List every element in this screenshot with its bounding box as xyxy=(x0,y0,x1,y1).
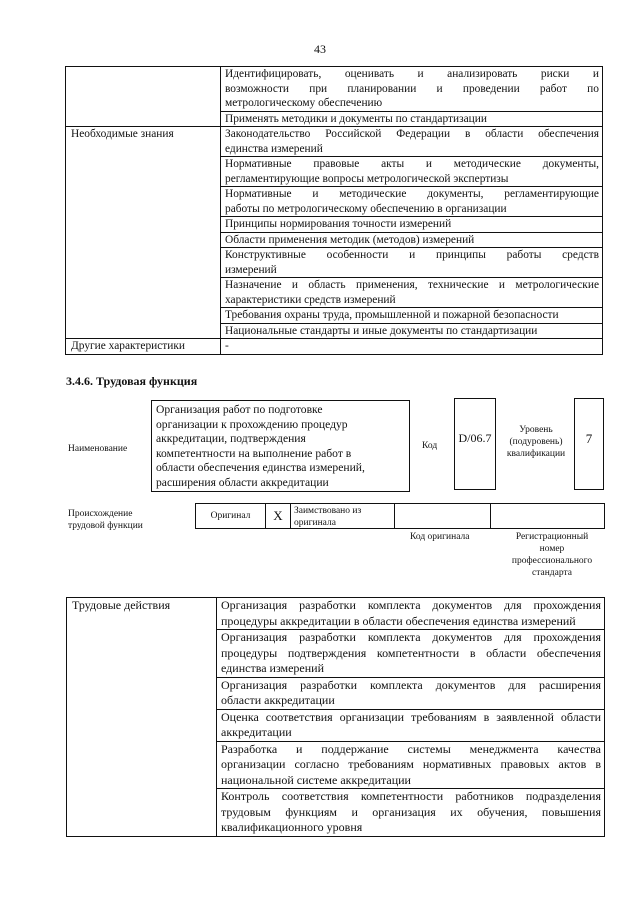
action-line: квалификационного уровня xyxy=(221,820,363,834)
origin-code-caption: Код оригинала xyxy=(410,532,470,542)
level-label-line: (подуровень) xyxy=(509,437,563,447)
skill-word: планировании xyxy=(347,82,417,95)
name-line: компетентности на выполнение работ в xyxy=(156,446,352,460)
knowledge-line: Требования охраны труда, промышленной и пожарной безопасности xyxy=(225,309,559,321)
knowledge-line: Назначение и область применения, технические и метрологические xyxy=(225,279,599,291)
other-value: - xyxy=(221,339,603,355)
name-line: организации к прохождению процедур xyxy=(156,417,348,431)
knowledge-line: Области применения методик (методов) измерений xyxy=(225,233,475,246)
skill-line xyxy=(225,82,599,97)
action-line: области аккредитации xyxy=(221,693,335,707)
level-label-line: квалификации xyxy=(506,449,566,459)
skill-word: при xyxy=(309,82,328,95)
origin-label-line: Происхождение xyxy=(68,509,133,519)
reg-caption-line: стандарта xyxy=(532,568,572,578)
origin-label-line: трудовой функции xyxy=(68,521,143,531)
origin-original-cell xyxy=(196,504,266,528)
action-item xyxy=(217,630,605,678)
table-row xyxy=(66,127,603,157)
action-line: Разработка и поддержание системы менеджмента качества xyxy=(221,741,601,756)
action-line: Организация разработки комплекта документов для расширения xyxy=(221,677,601,692)
knowledge-item xyxy=(221,248,603,278)
skill-cell xyxy=(221,111,603,127)
origin-label xyxy=(68,508,143,532)
origin-code-cell xyxy=(395,504,491,528)
skill-word: метрологическому обеспечению xyxy=(225,97,383,109)
knowledge-line: единства измерений xyxy=(225,142,323,155)
skill-word: и xyxy=(592,68,599,80)
code-box xyxy=(454,398,496,490)
borrowed-line: оригинала xyxy=(294,518,336,528)
knowledge-item xyxy=(221,278,603,308)
knowledge-item xyxy=(221,308,603,324)
name-line: расширения области аккредитации xyxy=(156,475,329,489)
knowledge-item xyxy=(221,127,603,157)
reg-caption-line: номер xyxy=(539,544,565,554)
knowledge-line: Законодательство Российской Федерации в области обеспечения xyxy=(225,128,599,140)
level-label-line: Уровень xyxy=(519,425,553,435)
knowledge-line: Принципы нормирования точности измерений xyxy=(225,218,452,230)
actions-table xyxy=(66,597,605,837)
knowledge-label: Необходимые знания xyxy=(66,127,221,339)
origin-original-label: Оригинал xyxy=(210,511,251,521)
knowledge-line: Нормативные правовые акты и методические документы, xyxy=(225,158,599,170)
action-line: единства измерений xyxy=(221,661,325,675)
action-item xyxy=(217,789,605,837)
knowledge-item xyxy=(221,157,603,187)
origin-mark: X xyxy=(273,508,283,523)
reg-caption-line: профессионального xyxy=(511,556,593,566)
borrowed-line: Заимствовано из xyxy=(294,506,362,516)
knowledge-line: работы по метрологическому обеспечению в организации xyxy=(225,202,507,215)
knowledge-line: измерений xyxy=(225,263,277,276)
reg-caption-line: Регистрационный xyxy=(515,532,589,542)
skill-word: и xyxy=(436,82,443,95)
skill-word: и xyxy=(417,68,424,80)
skill-word: оценивать xyxy=(344,68,395,80)
page-number: 43 xyxy=(314,42,326,56)
name-line: Организация работ по подготовке xyxy=(156,403,323,416)
knowledge-line: характеристики средств измерений xyxy=(225,293,396,306)
actions-label: Трудовые действия xyxy=(67,598,217,837)
knowledge-line: Национальные стандарты и иные документы по стандартизации xyxy=(225,324,538,337)
section-heading: 3.4.6. Трудовая функция xyxy=(66,374,198,388)
name-line: аккредитации, подтверждения xyxy=(156,432,306,446)
knowledge-line: регламентирующие вопросы метрологической экспертизы xyxy=(225,172,509,185)
skill-cell xyxy=(221,67,603,112)
name-line: области обеспечения единства измерений, xyxy=(156,461,365,475)
knowledge-item xyxy=(221,323,603,339)
code-value: D/06.7 xyxy=(458,431,492,445)
knowledge-line: Нормативные и методические документы, регламентирующие xyxy=(225,188,599,200)
action-line: аккредитации xyxy=(221,725,292,739)
function-name-box xyxy=(151,400,410,492)
action-item xyxy=(217,677,605,709)
skill-word: риски xyxy=(540,68,570,80)
action-line: процедуры подтверждения компетентности в области обеспечения xyxy=(221,645,601,660)
skill-text: Применять методики и документы по стандартизации xyxy=(225,112,487,125)
level-value: 7 xyxy=(585,431,593,446)
origin-mark-cell xyxy=(266,504,291,528)
origin-borrowed-cell xyxy=(291,504,395,528)
table-row xyxy=(66,339,603,355)
knowledge-line: Конструктивные особенности и принципы работы средств xyxy=(225,249,599,261)
action-line: Организация разработки комплекта документов для прохождения xyxy=(221,630,601,644)
level-label xyxy=(500,424,572,460)
action-item xyxy=(217,598,605,630)
empty-label-cell xyxy=(66,67,221,127)
skill-word: работ xyxy=(539,82,567,95)
table-row xyxy=(67,598,605,630)
action-line: процедуры аккредитации в области обеспечения единства измерений xyxy=(221,613,576,628)
skill-word: Идентифицировать, xyxy=(225,68,322,80)
origin-row xyxy=(195,503,605,529)
knowledge-item xyxy=(221,217,603,233)
action-line: Организация разработки комплекта документов для прохождения xyxy=(221,598,601,612)
action-item xyxy=(217,709,605,741)
name-label: Наименование xyxy=(68,444,128,454)
function-name-text xyxy=(156,403,405,491)
origin-reg-caption xyxy=(497,531,607,579)
other-label: Другие характеристики xyxy=(66,339,221,355)
knowledge-item xyxy=(221,187,603,217)
level-box xyxy=(574,398,604,490)
origin-reg-cell xyxy=(491,504,604,528)
skill-word: анализировать xyxy=(447,68,518,80)
skill-line xyxy=(225,96,599,111)
action-line: организации согласно требованиям нормативных правовых актов в xyxy=(221,757,601,771)
skill-word: возможности xyxy=(225,82,290,95)
action-line: Оценка соответствия организации требованиям в заявленной области xyxy=(221,709,601,724)
knowledge-item xyxy=(221,232,603,248)
skill-line xyxy=(225,67,599,82)
code-label: Код xyxy=(422,441,438,451)
action-line: Контроль соответствия компетентности работников подразделения xyxy=(221,789,601,803)
action-item xyxy=(217,741,605,789)
action-line: трудовым функциям и организация их обучения, повышения xyxy=(221,804,601,819)
table-row xyxy=(66,67,603,112)
skill-word: по xyxy=(587,82,599,95)
action-line: национальной системе аккредитации xyxy=(221,772,411,787)
skill-word: проведении xyxy=(462,82,520,95)
knowledge-table xyxy=(65,66,603,355)
